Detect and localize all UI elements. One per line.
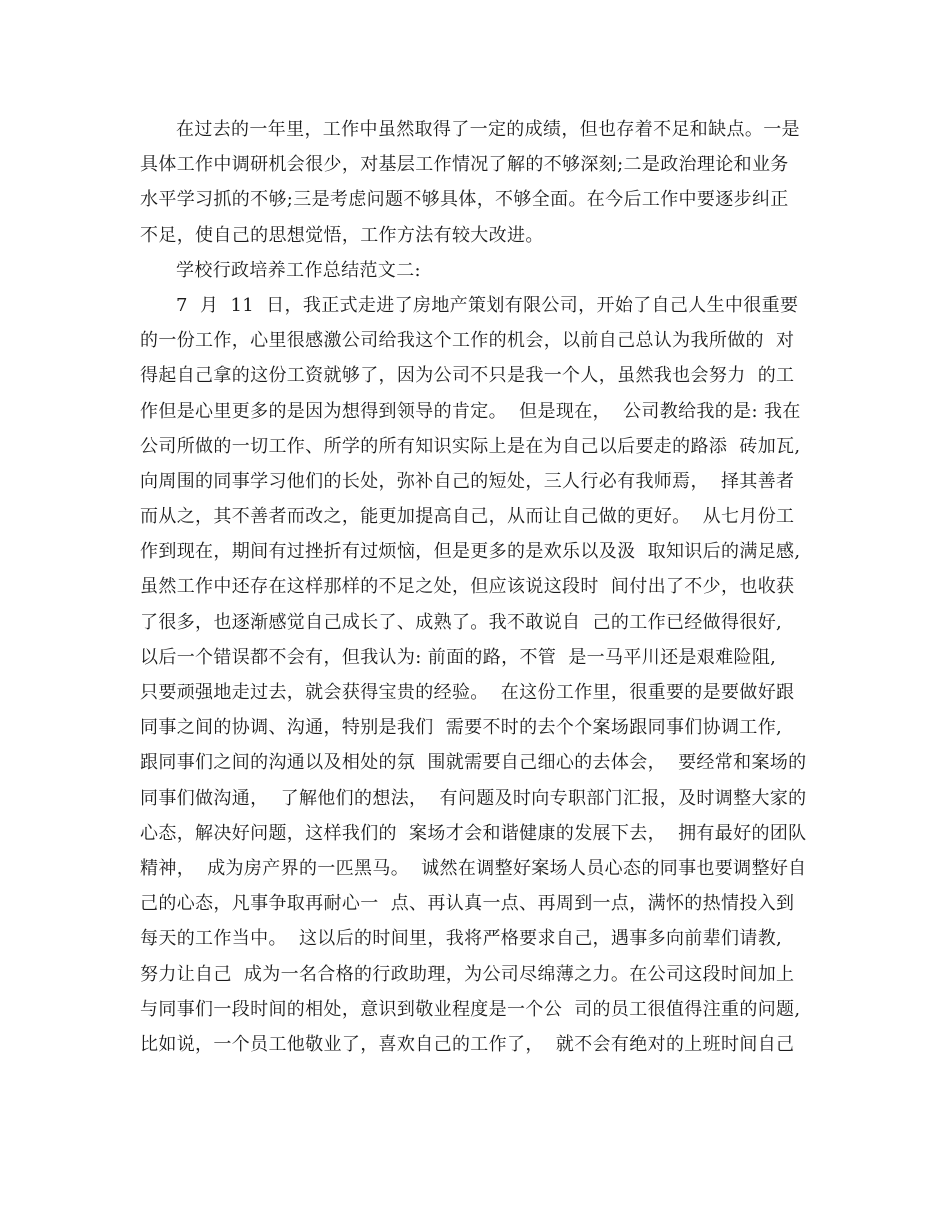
paragraph-2-line-20: 努力让自己 成为一名合格的行政助理，为公司尽绵薄之力。在公司这段时间加上 — [140, 963, 795, 985]
paragraph-1-line-1: 在过去的一年里，工作中虽然取得了一定的成绩，但也存着不足和缺点。一是 — [176, 119, 800, 140]
paragraph-2-line-4: 作但是心里更多的是因为想得到领导的肯定。 但是现在， 公司教给我的是: 我在 — [140, 400, 801, 422]
paragraph-2-line-19: 每天的工作当中。 这以后的时间里，我将严格要求自己，遇事多向前辈们请教, — [140, 928, 783, 950]
paragraph-2-line-7: 而从之，其不善者而改之，能更加提高自己，从而让自己做的更好。 从七月份工 — [140, 506, 795, 528]
paragraph-2-line-1: 7 月 11 日，我正式走进了房地产策划有限公司，开始了自己人生中很重要 — [176, 294, 799, 316]
paragraph-2-line-18: 己的心态，凡事争取再耐心一 点、再认真一点、再周到一点，满怀的热情投入到 — [140, 893, 795, 915]
paragraph-2-line-6: 向周围的同事学习他们的长处，弥补自己的短处，三人行必有我师焉， 择其善者 — [140, 470, 795, 492]
paragraph-2-line-22: 比如说，一个员工他敬业了，喜欢自己的工作了， 就不会有绝对的上班时间自己 — [140, 1033, 795, 1055]
paragraph-2-line-10: 了很多，也逐渐感觉自己成长了、成熟了。我不敢说自 己的工作已经做得很好, — [140, 611, 783, 633]
paragraph-2-line-12: 只要顽强地走过去，就会获得宝贵的经验。 在这份工作里，很重要的是要做好跟 — [140, 682, 795, 703]
paragraph-2-line-16: 心态，解决好问题，这样我们的 案场才会和谐健康的发展下去， 拥有最好的团队 — [140, 822, 807, 844]
paragraph-2-line-13: 同事之间的协调、沟通，特别是我们 需要不时的去个个案场跟同事们协调工作, — [140, 717, 783, 739]
document-body — [140, 112, 812, 1062]
paragraph-1-line-3: 水平学习抓的不够;三是考虑问题不够具体，不够全面。在今后工作中要逐步纠正 — [140, 189, 789, 211]
paragraph-2-line-8: 作到现在，期间有过挫折有过烦恼，但是更多的是欢乐以及汲 取知识后的满足感, — [140, 541, 801, 563]
paragraph-2-line-14: 跟同事们之间的沟通以及相处的氛 围就需要自己细心的去体会， 要经常和案场的 — [140, 752, 807, 774]
paragraph-2-line-9: 虽然工作中还存在这样那样的不足之处，但应该说这段时 间付出了不少，也收获 — [140, 576, 795, 598]
paragraph-2-line-3: 得起自己拿的这份工资就够了，因为公司不只是我一个人，虽然我也会努力 的工 — [140, 365, 795, 387]
paragraph-1-line-4: 不足，使自己的思想觉悟，工作方法有较大改进。 — [140, 224, 544, 246]
paragraph-2-line-11: 以后一个错误都不会有，但我认为: 前面的路，不管 是一马平川还是艰难险阻, — [140, 646, 777, 668]
paragraph-2-line-5: 公司所做的一切工作、所学的所有知识实际上是在为自己以后要走的路添 砖加瓦, — [140, 435, 801, 457]
section-heading: 学校行政培养工作总结范文二: — [176, 259, 421, 281]
paragraph-2-line-2: 的一份工作，心里很感激公司给我这个工作的机会，以前自己总认为我所做的 对 — [140, 330, 795, 352]
paragraph-2-line-15: 同事们做沟通， 了解他们的想法， 有问题及时向专职部门汇报，及时调整大家的 — [140, 787, 807, 809]
paragraph-2-line-17: 精神， 成为房产界的一匹黑马。 诚然在调整好案场人员心态的同事也要调整好自 — [140, 857, 807, 879]
paragraph-2-line-21: 与同事们一段时间的相处，意识到敬业程度是一个公 司的员工很值得注重的问题, — [140, 998, 801, 1020]
paragraph-1-line-2: 具体工作中调研机会很少，对基层工作情况了解的不够深刻;二是政治理论和业务 — [140, 154, 789, 176]
